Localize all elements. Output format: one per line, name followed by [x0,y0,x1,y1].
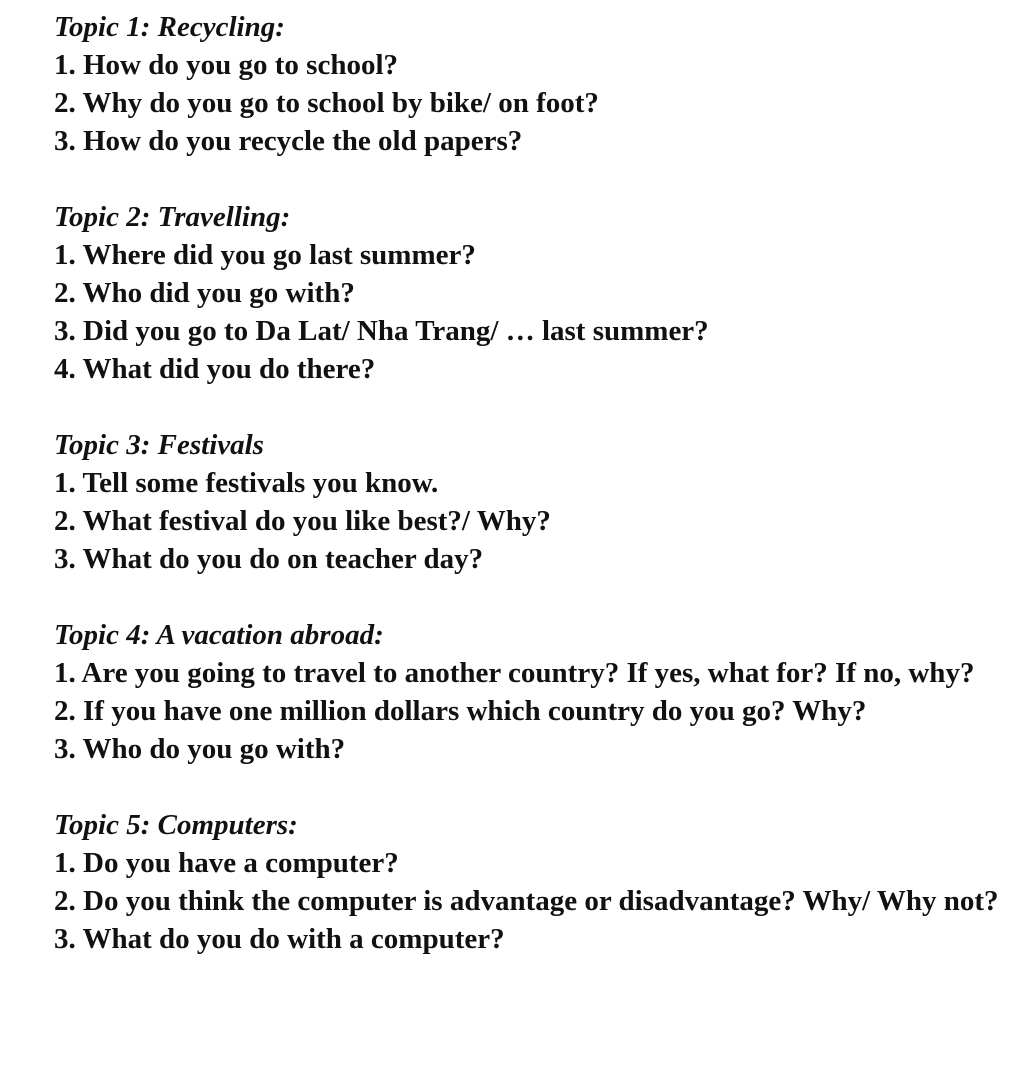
topic-5-question-1: 1. Do you have a computer? [54,847,399,879]
topic-1-question-1: 1. How do you go to school? [54,49,399,81]
topic-4-question-2: 2. If you have one million dollars which country do you go? Why? [54,695,867,727]
topic-3-question-1: 1. Tell some festivals you know. [54,467,439,499]
topic-2-question-4: 4. What did you do there? [54,353,376,385]
topic-4-question-1: 1. Are you going to travel to another country? If yes, what for? If no, why? [54,657,975,689]
topic-3-question-2: 2. What festival do you like best?/ Why? [54,505,551,537]
topic-2-question-1: 1. Where did you go last summer? [54,239,476,271]
topic-2-question-3: 3. Did you go to Da Lat/ Nha Trang/ … last summer? [54,315,709,347]
topic-3-question-3: 3. What do you do on teacher day? [54,543,484,575]
topic-5-section [54,806,1014,958]
topic-4-title: Topic 4: A vacation abroad: [54,619,384,651]
topic-3-title: Topic 3: Festivals [54,429,264,461]
topic-5-question-2: 2. Do you think the computer is advantage or disadvantage? Why/ Why not? [54,885,999,917]
topic-1-question-2: 2. Why do you go to school by bike/ on foot? [54,87,599,119]
topic-4-section [54,616,1014,768]
topic-4-question-3: 3. Who do you go with? [54,733,346,765]
topic-3-section [54,426,1014,578]
topic-1-title: Topic 1: Recycling: [54,11,285,43]
topic-1-section [54,8,1014,160]
topic-2-section [54,198,1014,388]
document-page [54,8,1014,958]
topic-2-title: Topic 2: Travelling: [54,201,291,233]
topic-2-question-2: 2. Who did you go with? [54,277,355,309]
topic-5-title: Topic 5: Computers: [54,809,298,841]
topic-1-question-3: 3. How do you recycle the old papers? [54,125,523,157]
topic-5-question-3: 3. What do you do with a computer? [54,923,505,955]
